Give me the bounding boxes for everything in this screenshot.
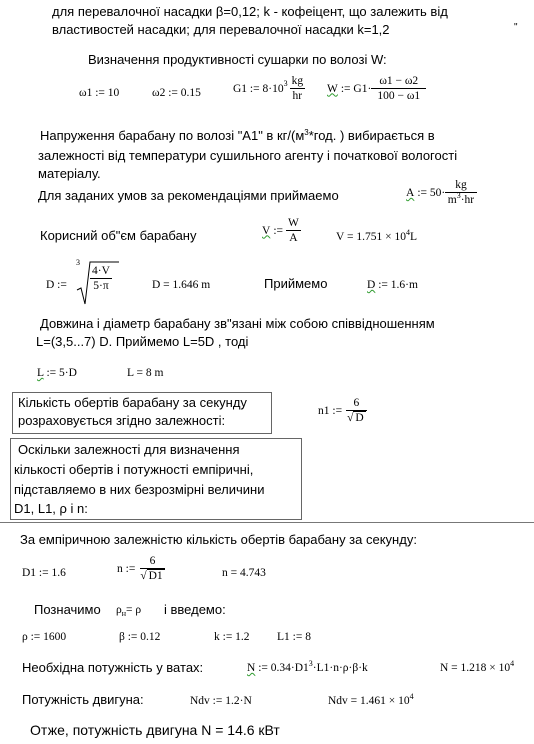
v-result-exp: 4 [405,228,410,237]
n-fraction [138,554,166,583]
g1-exp: 3 [283,78,288,88]
stress-line-1-end: *год. ) вибирається в [308,128,435,143]
empirical-line-2: кількості обертів і потужності емпіричні, [14,462,254,477]
power-def[interactable] [247,661,368,676]
calc-heading: За емпіричною залежністю кількість обертів барабану за секунду: [20,532,417,547]
l1-def[interactable]: L1 := 8 [277,631,311,643]
n-num: 6 [140,554,166,569]
g1-unit [290,74,306,103]
n1-num: 6 [346,396,368,411]
stress-line-4: Для заданих умов за рекомендаціями приймаемо [38,188,339,203]
a-assign: := 50· [417,187,446,199]
rho-n-def[interactable] [116,603,141,618]
stress-line-1-text: Напруження барабану по волозі "А1" в кг/(м [40,128,305,143]
rotations-line-2: розраховується згідно залежності: [18,413,226,428]
d-result[interactable]: D = 1.646 m [152,279,211,291]
v-result[interactable] [336,230,417,245]
a-name: A [406,187,415,199]
ndv-result-text: Ndv = 1.461 × 10 [328,695,410,707]
n1-fraction [345,396,368,425]
a-unit-den [446,193,476,208]
n1-def[interactable] [318,396,368,425]
w-def[interactable] [327,74,426,103]
l-assign: := 5·D [46,367,77,379]
n-lhs: n := [117,562,136,575]
n1-lhs: n1 := [318,404,343,417]
power-result-text: N = 1.218 × 10 [440,662,511,674]
v-result-text: V = 1.751 × 10 [336,231,406,243]
rho-def[interactable]: ρ := 1600 [22,631,67,643]
g1-unit-num: kg [291,75,304,87]
rho-eq: = ρ [126,604,142,616]
w-den: 100 − ω1 [377,90,421,102]
intro-line-2: властивостей насадки; для перевалочної насадки k=1,2 [52,22,390,37]
v-name: V [262,224,271,237]
length-line-2: L=(3,5...7) D. Приймемо L=5D , тоді [36,334,249,349]
w-num: ω1 − ω2 [371,74,426,89]
engine-label: Потужність двигуна: [22,692,144,707]
stress-line-3: матеріалу. [38,166,101,181]
accept-label: Приймемо [264,276,328,291]
n-den-rad: D1 [148,570,163,582]
rho-n-sub: н [121,609,127,618]
quote-mark: " [514,22,518,33]
w-assign: := G1· [340,82,372,95]
v-num: W [288,217,299,229]
power-name: N [247,662,256,674]
empirical-line-1: Оскільки залежності для визначення [18,442,240,457]
empirical-line-4: D1, L1, ρ і n: [14,501,88,516]
n-result[interactable]: n = 4.743 [222,567,266,579]
l-result[interactable]: L = 8 m [127,367,164,379]
v-result-unit: L [409,231,417,243]
productivity-heading: Визначення продуктивності сушарки по волозі W: [88,52,387,67]
stress-line-1 [40,128,435,146]
n-den: √ D1 [140,570,163,582]
power-result-exp: 4 [510,659,515,668]
a-den-post: ·hr [460,194,475,206]
v-fraction [286,216,301,245]
d1-def[interactable]: D1 := 1.6 [22,567,66,579]
ndv-result-exp: 4 [409,692,414,701]
denote-label: Позначимо [34,602,101,617]
n1-den-rad: D [355,412,364,424]
root-den: 5·π [93,280,109,292]
l-name: L [37,367,44,379]
volume-label: Корисний об"єм барабану [40,228,197,243]
root-fraction [90,264,112,293]
d-lhs: D := [46,279,67,291]
d-name: D [367,279,376,291]
g1-unit-den: hr [292,90,303,102]
omega2-def[interactable]: ω2 := 0.15 [152,87,201,99]
ndv-result[interactable] [328,694,414,709]
root-index: 3 [76,258,80,267]
l-def[interactable] [37,366,77,380]
n-def[interactable] [117,554,167,583]
rotations-line-1: Кількість обертів барабану за секунду [18,395,247,410]
intro-line-1: для перевалочної насадки β=0,12; k - кофеіцент, що залежить від [52,4,448,19]
g1-def[interactable] [233,74,305,103]
power-label: Необхідна потужність у ватах: [22,660,204,675]
v-assign: := [273,224,283,237]
a-den-pre: m [447,194,457,206]
stress-line-1-sup: 3 [304,128,309,137]
power-expr-exp: 3 [308,659,313,668]
d-accept-expr: := 1.6·m [378,279,418,291]
empirical-line-3: підставляемо в них безрозмірні величини [14,482,265,497]
final-statement: Отже, потужність двигуна N = 14.6 кВт [30,722,280,738]
ndv-def[interactable]: Ndv := 1.2·N [190,695,252,707]
beta-def[interactable]: β := 0.12 [119,631,161,643]
w-name: W [327,82,338,95]
power-expr-a: := 0.34·D1 [258,662,309,674]
g1-lhs: G1 := 8·10 [233,82,284,95]
n1-den: √ D [347,412,364,424]
d-accept[interactable] [367,278,418,292]
omega1-def[interactable]: ω1 := 10 [79,87,120,99]
a-def[interactable] [406,178,477,208]
a-unit-num: kg [445,178,477,193]
stress-line-2: залежності від температури сушильного агенту і початкової вологості [38,148,458,163]
rho-n: ρ [116,604,122,616]
length-line-1: Довжина і діаметр барабану зв"язані між собою співвідношенням [40,316,435,331]
root-num: 4·V [92,265,110,277]
v-def[interactable] [262,216,301,245]
k-def[interactable]: k := 1.2 [214,631,250,643]
power-result[interactable] [440,661,514,676]
region-divider [0,522,534,523]
introduce-label: і введемо: [164,602,226,617]
a-den-sup: 3 [456,191,461,200]
power-expr-b: ·L1·n·ρ·β·k [312,662,368,674]
a-unit [445,178,477,208]
d-cube-root[interactable] [76,256,120,306]
w-fraction [371,74,426,103]
v-den: A [289,232,298,244]
